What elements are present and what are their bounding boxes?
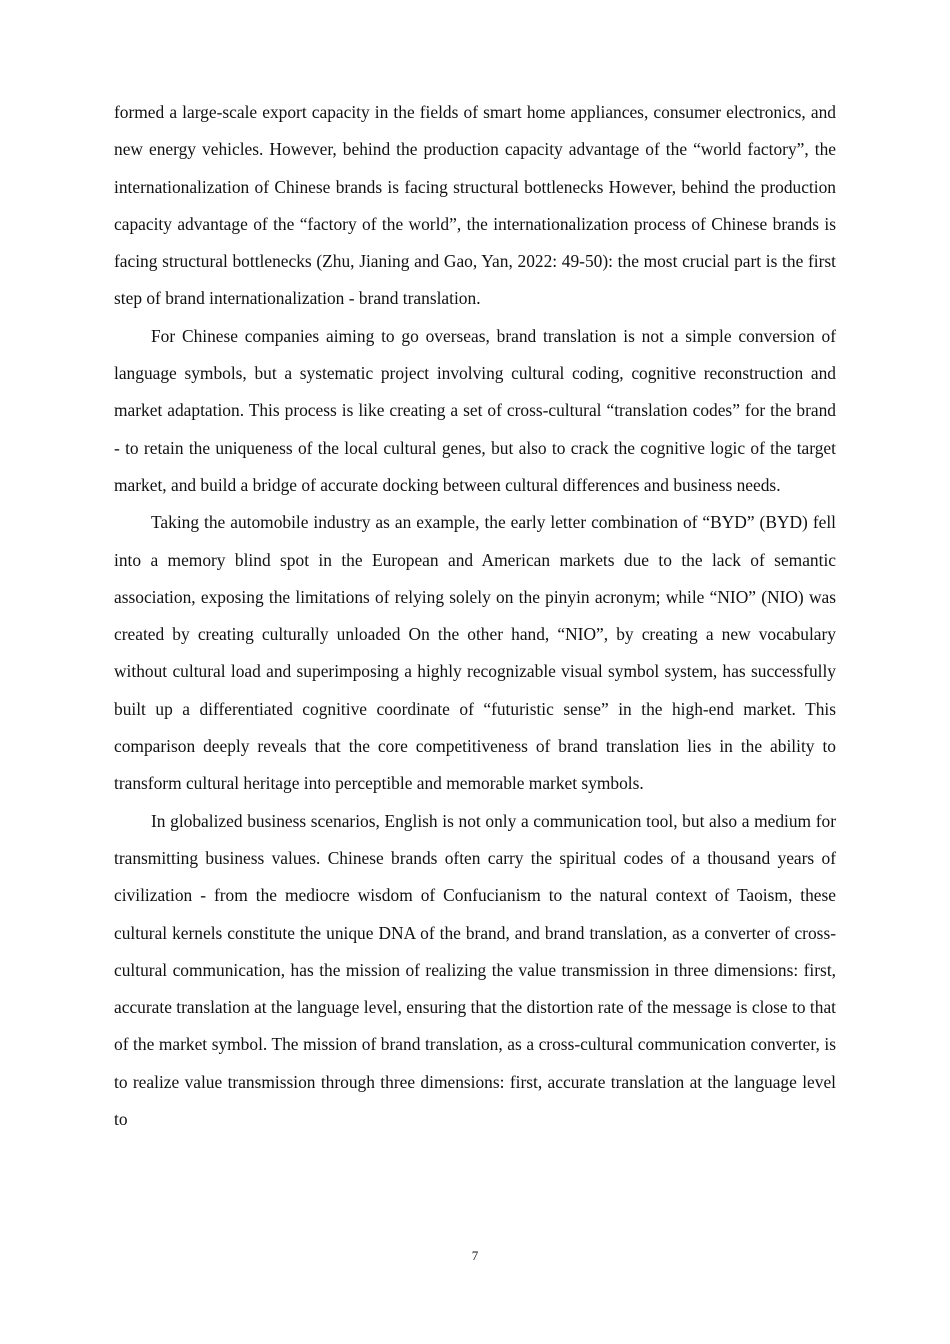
paragraph-1: formed a large-scale export capacity in the fields of smart home appliances, consumer electronics, and new energy vehicles. However, behind the production capacity advantage of the “world factory”, the internationalization of Chinese brands is facing structural bottlenecks However, behind the production capacity advantage of the “factory of the world”, the internationalization process of Chinese brands is facing structural bottlenecks (Zhu, Jianing and Gao, Yan, 2022: 49-50): the most crucial part is the first step of brand internationalization - brand translation. [114,102,836,309]
paragraph-2: For Chinese companies aiming to go overseas, brand translation is not a simple conversion of language symbols, but a systematic project involving cultural coding, cognitive reconstruction and market adaptation. This process is like creating a set of cross-cultural “translation codes” for the brand - to retain the uniqueness of the local cultural genes, but also to crack the cognitive logic of the target market, and build a bridge of accurate docking between cultural differences and business needs. [114,325,836,495]
body-text [114,94,836,1138]
page-number: 7 [471,1248,479,1263]
paragraph-4: In globalized business scenarios, English is not only a communication tool, but also a medium for transmitting business values. Chinese brands often carry the spiritual codes of a thousand years of civilization - from the mediocre wisdom of Confucianism to the natural context of Taoism, these cultural kernels constitute the unique DNA of the brand, and brand translation, as a converter of cross-cultural communication, has the mission of realizing the value transmission in three dimensions: first, accurate translation at the language level, ensuring that the distortion rate of the message is close to that of the market symbol. The mission of brand translation, as a cross-cultural communication converter, is to realize value transmission through three dimensions: first, accurate translation at the language level to [114,810,836,1130]
paragraph-3: Taking the automobile industry as an example, the early letter combination of “BYD” (BYD) fell into a memory blind spot in the European and American markets due to the lack of semantic association, exposing the limitations of relying solely on the pinyin acronym; while “NIO” (NIO) was created by creating culturally unloaded On the other hand, “NIO”, by creating a new vocabulary without cultural load and superimposing a highly recognizable visual symbol system, has successfully built up a differentiated cognitive coordinate of “futuristic sense” in the high-end market. This comparison deeply reveals that the core competitiveness of brand translation lies in the ability to transform cultural heritage into perceptible and memorable market symbols. [114,512,836,794]
